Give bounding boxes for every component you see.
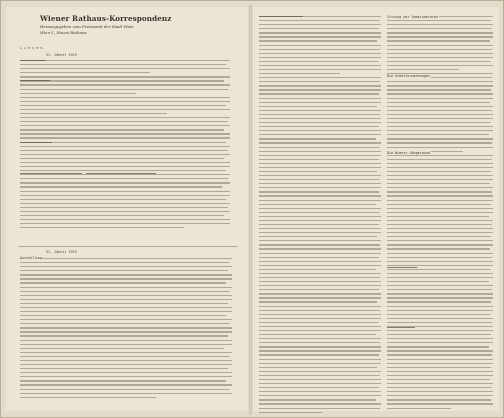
paragraph-heading-underline (387, 267, 417, 268)
separator-line (18, 246, 238, 247)
bulletin-2-dateline: 31. Jänner 1929 (46, 250, 77, 254)
masthead-title: Wiener Rathaus-Korrespondenz (40, 14, 172, 23)
paragraph-heading: Die Wiener Sängerbund (387, 150, 430, 155)
paragraph-heading-underline (259, 16, 303, 17)
right-page (253, 7, 499, 411)
paragraph-heading-underline (20, 173, 82, 174)
paragraph-heading-underline (20, 142, 52, 143)
masthead (40, 14, 172, 35)
paragraph-heading-underline (86, 173, 156, 174)
masthead-subtitle: Herausgegeben vom Presseamt der Stadt Wien (40, 24, 134, 29)
page-fold (249, 5, 252, 415)
column-a-text (259, 16, 381, 416)
bulletin-1-text (20, 60, 230, 231)
paragraph-heading: Ausstellung (20, 255, 43, 260)
paragraph-heading-underline (387, 327, 415, 328)
paragraph-heading: Sitzung der Gemeinderates (387, 14, 439, 19)
section-heading: L i e s e n. (20, 46, 45, 50)
paragraph-heading-underline (20, 80, 50, 81)
masthead-address: Wien I., Neues Rathaus (40, 30, 87, 35)
paragraph-heading: Die Arbeiterwohnungen (387, 73, 430, 78)
dateline: 31. Jänner 1929 (46, 53, 77, 57)
paragraph-heading-underline (20, 60, 46, 61)
left-page (6, 7, 248, 411)
